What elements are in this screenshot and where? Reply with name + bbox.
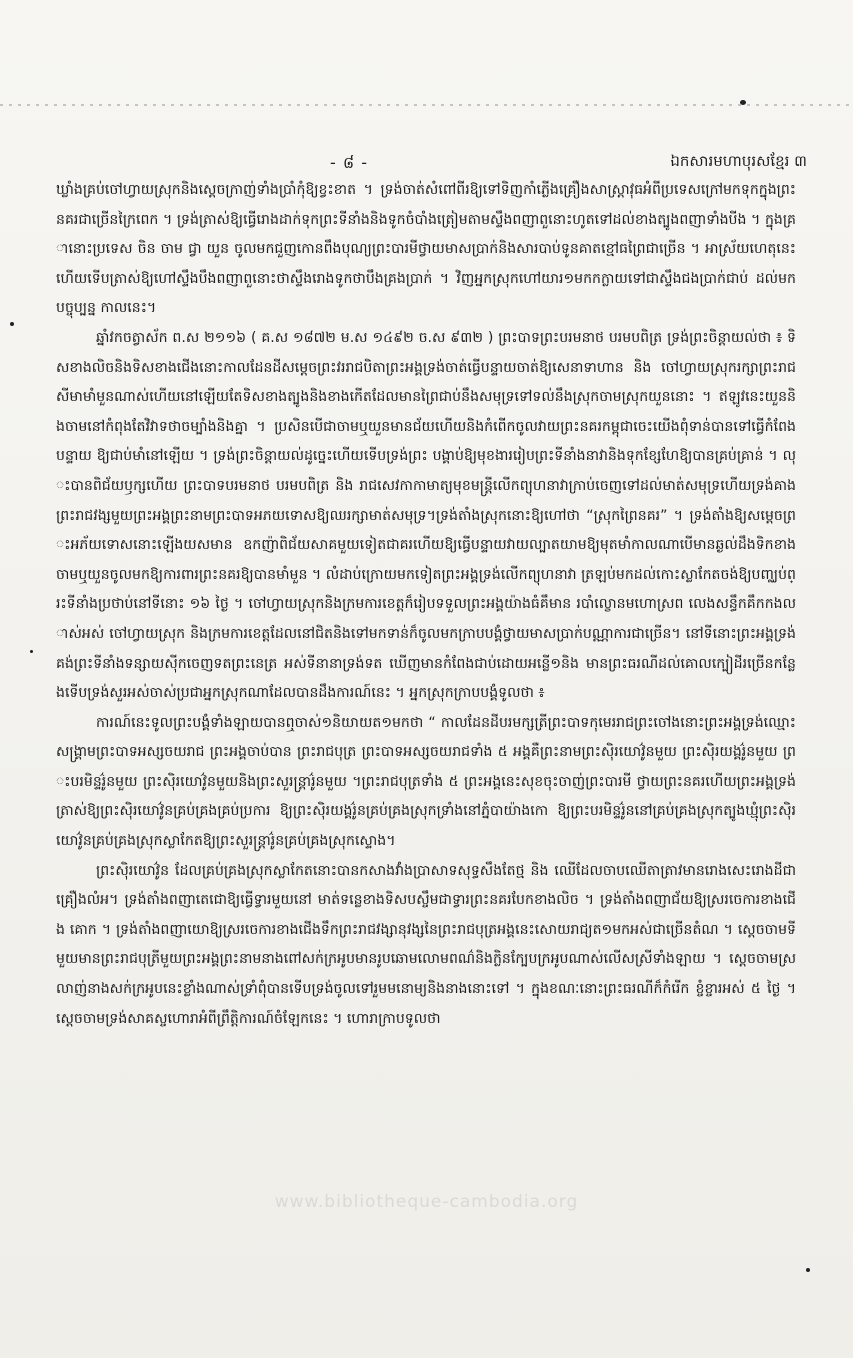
document-body bbox=[56, 176, 796, 1034]
paragraph-1: ឃ្លាំងគ្រប់ចៅហ្វាយស្រុកនិងស្តេចក្រាញ់ទាំងប្រាំកុំឱ្យខ្វះខាត ។ ទ្រង់ចាត់សំពៅពីរឱ្យទៅទិញកាំភ្លើងគ្រឿងសាស្ត្រាវុធអំពីប្រទេសក្រៅមកទុកក្នុងព្រះនគរជាច្រើនក្រៃពេក ។ ទ្រង់ត្រាស់ឱ្យធ្វើរោងដាក់ទុកព្រះទីនាំងនិងទូកចំបាំងត្រៀមតាមស្ទឹងពញាពួនោះហូតទៅដល់ខាងត្បូងពញាទាំងបីង ។ ក្នុងគ្រានោះប្រទេស ចិន ចាម ជ្វា យួន ចូលមកជួញកោនពឹងបុណ្យព្រះបារមីថ្វាយមាសប្រាក់និងសារបាប់ទូនគាតខ្មៅធព្រៃជាច្រើន ។ អាស្រ័យហេតុនេះហើយទើបត្រាស់ឱ្យហៅស្ទឹងបឹងពញាពួនោះថាស្ទឹងរោងទូកថាបឹងគ្រងប្រាក់ ។ វិញអ្នកស្រុកហៅយារ១មកកក្លាយទៅជាស្ទឹងជងប្រាក់ជាប់ ដល់មកបច្ចុប្បន្ន កាលនេះ។ bbox=[56, 182, 796, 317]
page-number: - ៨ - bbox=[330, 153, 369, 172]
scan-speck bbox=[806, 1268, 810, 1272]
scan-speck bbox=[10, 322, 14, 326]
paragraph-3: ការណ៍នេះទូលព្រះបង្គំទាំងឡាយបានឮចាស់១និយាយត១មកថា “ កាលដែនដីបរមក្សត្រីព្រះបាទកុមេររាជព្រះចៅងនោះព្រះអង្គទ្រង់ឈ្មោះសង្គ្រាមព្រះបាទអស្សចយរាជ ព្រះអង្គចាប់បាន ព្រះរាជបុត្រ ព្រះបាទអស្សចយរាជទាំង ៥ អង្គគឺព្រះនាមព្រះស៊ិរយោវ៌ូនមួយ ព្រះស៊ិរយង្គរ៌ូនមួយ ព្រះបរមិន្ទរ៌ូនមួយ ព្រះស៊ិរយោវ៌ូនមួយនិងព្រះសួរន្ត្រារ៌ូនមួយ ។ព្រះរាជបុត្រទាំង ៥ ព្រះអង្គនេះសុខចុះចាញ់ព្រះបារមី ថ្វាយព្រះនគរហើយព្រះអង្គទ្រង់ត្រាស់ឱ្យព្រះស៊ិរយោវ៌ូនគ្រប់គ្រងគ្រប់ប្រការ ឱ្យព្រះស៊ិរយង្គរ៌ូនគ្រប់គ្រងស្រុកទ្រាំងនៅភ្នំបាយ៉ាងកោ ឱ្យព្រះបរមិន្ទរ៌ូននៅគ្រប់គ្រងស្រុកត្បូងឃ្មុំព្រះស៊ិរយោវ៌ូនគ្រប់គ្រងស្រុកស្លាកែតឱ្យព្រះសួរន្ត្រារ៌ូនគ្រប់គ្រងស្រុកស្ទោង។ bbox=[56, 714, 796, 850]
scan-speck bbox=[740, 100, 746, 105]
paragraph-4: ព្រះស៊ិរយោវ៌ូន ដែលគ្រប់គ្រងស្រុកស្លាកែតនោះបានកសាងវាំងប្រាសាទសុទ្ធសឹងតែថ្ម និង ឈើដែលចាបឈើតាត្រាវមានរោងសេះរោងដីជាគ្រឿងលំអ។ ទ្រង់តាំងពញាតេជោឱ្យធ្វើទ្វារមួយនៅ មាត់ទន្លេខាងទិសបស្ចឹមជាទ្វារព្រះនគរបែកខាងលិច ។ ទ្រង់តាំងពញាជ័យឱ្យស្ររចេការខាងជើង គោក ។ ទ្រង់តាំងពញាយោឱ្យស្ររចេការខាងជើងទឹកព្រះរាជវង្សានុវង្សនៃព្រះរាជបុត្រអង្គនេះសោយរាជ្យត១មកអស់ជាច្រើនតំណ ។ ស្តេចចាមទីមួយមានព្រះរាជបុត្រីមួយព្រះអង្គព្រះនាមនាងពៅសក់ក្រអូបមានរូបឆោមលោមពណ៌និងក្លិនក្បែបក្រអូបណាស់លើសស្រីទាំងឡាយ ។ ស្តេចចាមស្រលាញ់នាងសក់ក្រអូបនេះខ្លាំងណាស់ទ្រាំពុំបានទើបទ្រង់ចូលទៅរួមមនោម្យនិងនាងនោះទៅ ។ ក្នុងខណៈនោះព្រះធរណីក៏កំរើក ខ្ចំខ្ចារអស់ ៥ ថ្ងៃ ។ ស្តេចចាមទ្រង់សាគស្ចហោរាអំពីព្រឹត្តិការណ៍ចំឡែកនេះ ។ ហោរាក្រាបទូលថា bbox=[56, 862, 796, 1027]
paragraph-2: ឆ្នាំវកចត្វាស័ក ព.ស ២១១៦ ( គ.ស ១៨៧២ ម.ស ១៤៩២ ច.ស ៩៣២ ) ព្រះបាទព្រះបរមនាថ បរមបពិត្រ ទ្រង់ព្រះចិន្តាយល់ថា ៖ ទិសខាងលិចនិងទិសខាងជើងនោះកាលដែនដីសម្តេចព្រះវររាជបិតាព្រះអង្គទ្រង់ចាត់ធ្វើបន្ទាយចាត់ឱ្យសេនាទាហាន និង ចៅហ្វាយស្រុករក្សាព្រះរាជសីមាមាំមួនណាស់ហើយនៅឡើយតែទិសខាងត្បូងនិងខាងកើតដែលមានព្រៃជាប់នឹងសមុទ្រទៅទល់នឹងស្រុកចាមស្រុកយួននោះ ។ ឥឡូវនេះយួននិងចាមនៅកំពុងតែវិវាទថាចម្បាំងនិងគ្នា ។ ប្រសិនបើជាចាមឬយួនមានជ័យហើយនិងកំពើកចូលវាយព្រះនគរកម្ពុជាចេះយើងពុំទាន់បានទៅធ្វើកំពែងបន្ទាយ ឱ្យជាប់មាំនៅឡើយ ។ ទ្រង់ព្រះចិន្តាយល់ដូច្នេះហើយទើបទ្រង់ព្រះ បង្គាប់ឱ្យមុខងាររៀបព្រះទីនាំងនាវានិងទុកខ្សែហែឱ្យបានគ្រប់គ្រាន់ ។ លុះបានពិជ័យឫក្សហើយ ព្រះបាទបរមនាថ បរមបពិត្រ និង រាជសេវកាកាមាត្យមុខមន្ត្រីលើកព្យុហនាវាក្រាប់ចេញទៅដល់មាត់សមុទ្រហើយទ្រង់គាងព្រះរាជវង្សមួយព្រះអង្គព្រះនាមព្រះបាទអភយទោសឱ្យឈរក្សាមាត់សមុទ្រ។ទ្រង់តាំងស្រុកនោះឱ្យហៅថា “ស្រុកព្រៃនគរ” ។ ទ្រង់តាំងឱ្យសម្តេចព្រះអភ័យទោសនោះឡើងយសមាន ឧកញ៉ាពិជ័យសាគមួយទៀតជាគរហើយឱ្យធ្វើបន្ទាយវាយល្បាតយាមឱ្យមុតមាំកាលណាបើមានឆ្ងល់ដឹងទិកខាងចាមឬយួនចូលមកឱ្យការពារព្រះនគរឱ្យបានមាំមួន ។ លំដាប់ក្រោយមកទៀតព្រះអង្គទ្រង់លើកព្យុហនាវា ត្រឡប់មកដល់កោះស្លាកែតចង់ឱ្យបញ្ឈប់ព្រះទីនាំងប្រថាប់នៅទីនោះ ១៦ ថ្ងៃ ។ ចៅហ្វាយស្រុកនិងក្រមការខេត្តក៏រៀបទទួលព្រះអង្គយ៉ាងធំគឹមាន របាំល្ខោនមហោស្រព លេងសន្ធឹកគឹកកងលាស់អស់ ចៅហ្វាយស្រុក និងក្រមការខេត្តដែលនៅជិតនិងទៅមកទាន់ក៏ចូលមកក្រាបបង្គំថ្វាយមាសប្រាក់បណ្ណាការជាច្រើន។ នៅទីនោះព្រះអង្គទ្រង់គង់ព្រះទីនាំងទន្សាយស៊ីកចេញទតព្រះនេត្រ អស់ទីនានាទ្រង់ទត ឃើញមានកំពែងជាប់ដោយអន្លើ១និង មានព្រះធរណីដល់គោលក្បៀដីរច្រើនកន្លែងទើបទ្រង់សួរអស់ចាស់ប្រជាអ្នកស្រុកណាដែលបានដឹងការណ៍នេះ ។ អ្នកស្រុកក្រាបបង្គំទូលថា ៖ bbox=[56, 329, 796, 702]
watermark: www.bibliotheque-cambodia.org bbox=[274, 1192, 579, 1212]
scan-speck bbox=[30, 650, 33, 653]
scan-artifact-line bbox=[0, 104, 853, 106]
book-title: ឯកសារមហាបុរសខ្មែរ ៣ bbox=[670, 152, 807, 170]
page-header bbox=[300, 152, 807, 178]
